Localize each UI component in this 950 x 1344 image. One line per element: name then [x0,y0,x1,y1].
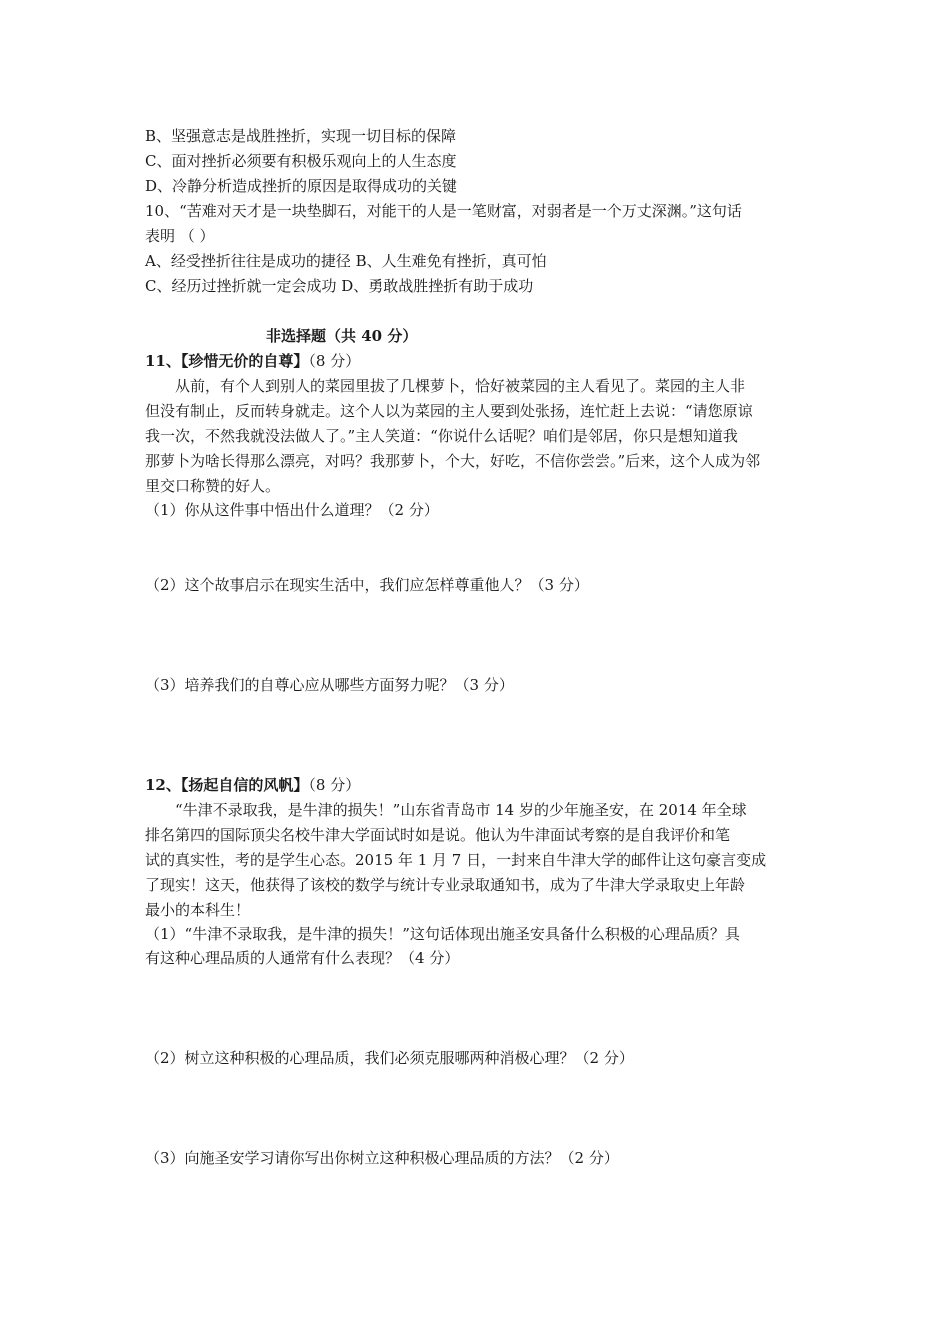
q12-subquestion-1-line1: （1）“牛津不录取我，是牛津的损失！”这句话体现出施圣安具备什么积极的心理品质？具 [145,925,740,943]
q12-passage-line: 最小的本科生！ [145,901,251,919]
q11-passage-line: 从前，有个人到别人的菜园里拔了几棵萝卜，恰好被菜园的主人看见了。菜园的主人非 [175,377,746,395]
q10-options-line2: C、经历过挫折就一定会成功 D、勇敢战胜挫折有助于成功 [145,277,534,295]
q11-passage-line: 里交口称赞的好人。 [145,477,281,495]
q12-subquestion-1-line2: 有这种心理品质的人通常有什么表现？（4 分） [145,949,460,967]
section-title: 非选择题（共 40 分） [266,327,418,345]
q11-heading-line [145,349,815,373]
q11-subquestion-2: （2）这个故事启示在现实生活中，我们应怎样尊重他人？（3 分） [145,576,589,594]
q12-passage-line: 了现实！这天，他获得了该校的数学与统计专业录取通知书，成为了牛津大学录取史上年龄 [145,876,746,894]
q11-points: （8 分） [308,352,361,370]
q11-passage-line: 我一次，不然我就没法做人了。”主人笑道：“你说什么话呢？咱们是邻居，你只是想知道我 [145,427,738,445]
q12-subquestion-3: （3）向施圣安学习请你写出你树立这种积极心理品质的方法？（2 分） [145,1149,619,1167]
q12-points: （8 分） [308,776,361,794]
q10-stem-line1: 10、“苦难对天才是一块垫脚石，对能干的人是一笔财富，对弱者是一个万丈深渊。”这句话 [145,202,742,220]
q9-option-d: D、冷静分析造成挫折的原因是取得成功的关键 [145,177,458,195]
q10-options-line1: A、经受挫折往往是成功的捷径 B、人生难免有挫折，真可怕 [145,252,547,270]
q11-subquestion-3: （3）培养我们的自尊心应从哪些方面努力呢？（3 分） [145,676,514,694]
q11-passage-line: 那萝卜为啥长得那么漂亮，对吗？我那萝卜，个大，好吃，不信你尝尝。”后来，这个人成为邻 [145,452,761,470]
q11-heading: 11、【珍惜无价的自尊】 [145,352,309,370]
q12-heading: 12、【扬起自信的风帆】 [145,776,309,794]
q11-subquestion-1: （1）你从这件事中悟出什么道理？（2 分） [145,501,439,519]
q12-passage-line: “牛津不录取我，是牛津的损失！”山东省青岛市 14 岁的少年施圣安，在 2014 年全球 [175,801,747,819]
q12-subquestion-2: （2）树立这种积极的心理品质，我们必须克服哪两种消极心理？（2 分） [145,1049,634,1067]
q9-option-b: B、坚强意志是战胜挫折，实现一切目标的保障 [145,127,457,145]
q10-stem-line2: 表明 （ ） [145,227,215,245]
q9-option-c: C、面对挫折必须要有积极乐观向上的人生态度 [145,152,457,170]
q12-passage-line: 排名第四的国际顶尖名校牛津大学面试时如是说。他认为牛津面试考察的是自我评价和笔 [145,826,731,844]
q12-passage-line: 试的真实性，考的是学生心态。2015 年 1 月 7 日，一封来自牛津大学的邮件让这句豪言变成 [145,851,767,869]
q12-heading-line [145,773,815,797]
q11-passage-line: 但没有制止，反而转身就走。这个人以为菜园的主人要到处张扬，连忙赶上去说：“请您原谅 [145,402,753,420]
